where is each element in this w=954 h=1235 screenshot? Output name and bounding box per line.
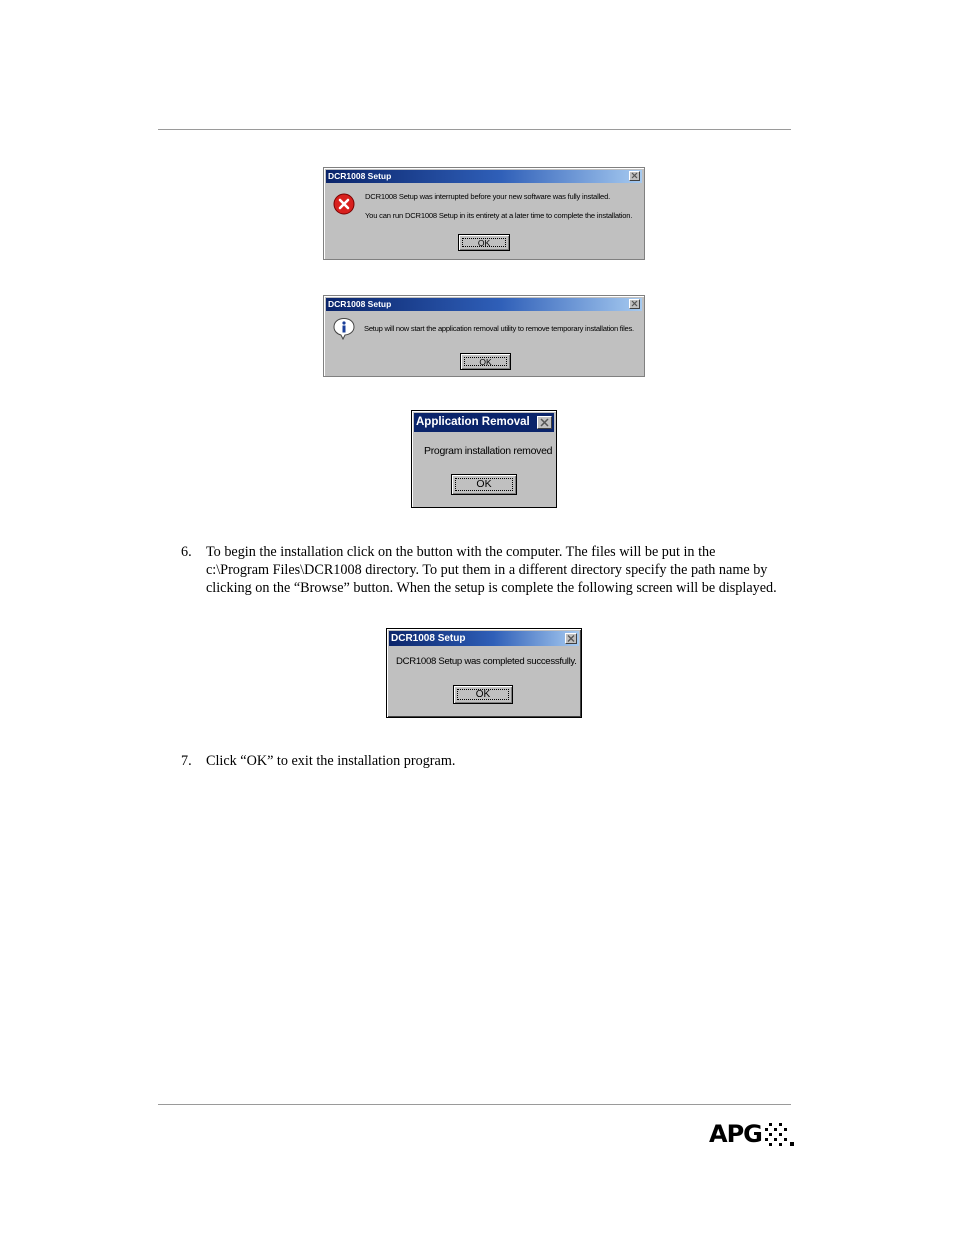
ok-button[interactable] bbox=[451, 474, 517, 495]
dialog-message: DCR1008 Setup was completed successfully. bbox=[396, 656, 577, 667]
ok-button[interactable] bbox=[460, 353, 511, 370]
removal-utility-dialog bbox=[323, 295, 645, 377]
setup-completed-dialog bbox=[386, 628, 582, 718]
ok-button-label: OK bbox=[455, 478, 513, 491]
step-number: 7. bbox=[181, 753, 192, 769]
step-line: c:\Program Files\DCR1008 directory. To put them in a different directory specify the path name by bbox=[206, 562, 768, 578]
step-number: 6. bbox=[181, 544, 192, 560]
dialog-titlebar bbox=[326, 298, 642, 311]
ok-button[interactable] bbox=[453, 685, 513, 704]
dialog-title: Application Removal bbox=[416, 416, 530, 428]
close-icon[interactable] bbox=[629, 299, 640, 309]
ok-button-label: OK bbox=[457, 689, 509, 700]
dialog-titlebar bbox=[414, 413, 554, 432]
ok-button[interactable] bbox=[458, 234, 510, 251]
logo-text: APG bbox=[709, 1120, 762, 1148]
step-text bbox=[206, 752, 781, 770]
dialog-titlebar bbox=[326, 170, 642, 183]
application-removal-dialog bbox=[411, 410, 557, 508]
step-line: clicking on the “Browse” button. When the setup is complete the following screen will be displayed. bbox=[206, 580, 777, 596]
dialog-message: Setup will now start the application removal utility to remove temporary installation files. bbox=[364, 324, 634, 333]
logo-mark-icon bbox=[765, 1123, 795, 1147]
error-icon bbox=[333, 193, 355, 220]
step-text bbox=[206, 543, 781, 597]
ok-button-label: OK bbox=[464, 357, 507, 366]
footer-rule bbox=[158, 1104, 791, 1105]
step-line: Click “OK” to exit the installation program. bbox=[206, 753, 456, 769]
close-icon[interactable] bbox=[537, 416, 552, 429]
header-rule bbox=[158, 129, 791, 130]
ok-button-label: OK bbox=[462, 238, 506, 247]
close-icon[interactable] bbox=[565, 633, 577, 644]
step-line: To begin the installation click on the button with the computer. The files will be put in the bbox=[206, 544, 716, 560]
setup-interrupted-dialog bbox=[323, 167, 645, 260]
dialog-message-line2: You can run DCR1008 Setup in its entirety at a later time to complete the installation. bbox=[365, 211, 633, 220]
dialog-title: DCR1008 Setup bbox=[391, 633, 466, 644]
dialog-title: DCR1008 Setup bbox=[328, 299, 392, 309]
dialog-message-line1: DCR1008 Setup was interrupted before your new software was fully installed. bbox=[365, 192, 611, 201]
apg-logo bbox=[709, 1120, 795, 1148]
close-icon[interactable] bbox=[629, 171, 640, 181]
dialog-message: Program installation removed bbox=[424, 445, 553, 457]
info-icon bbox=[332, 317, 356, 346]
dialog-title: DCR1008 Setup bbox=[328, 171, 392, 181]
dialog-titlebar bbox=[389, 631, 579, 646]
